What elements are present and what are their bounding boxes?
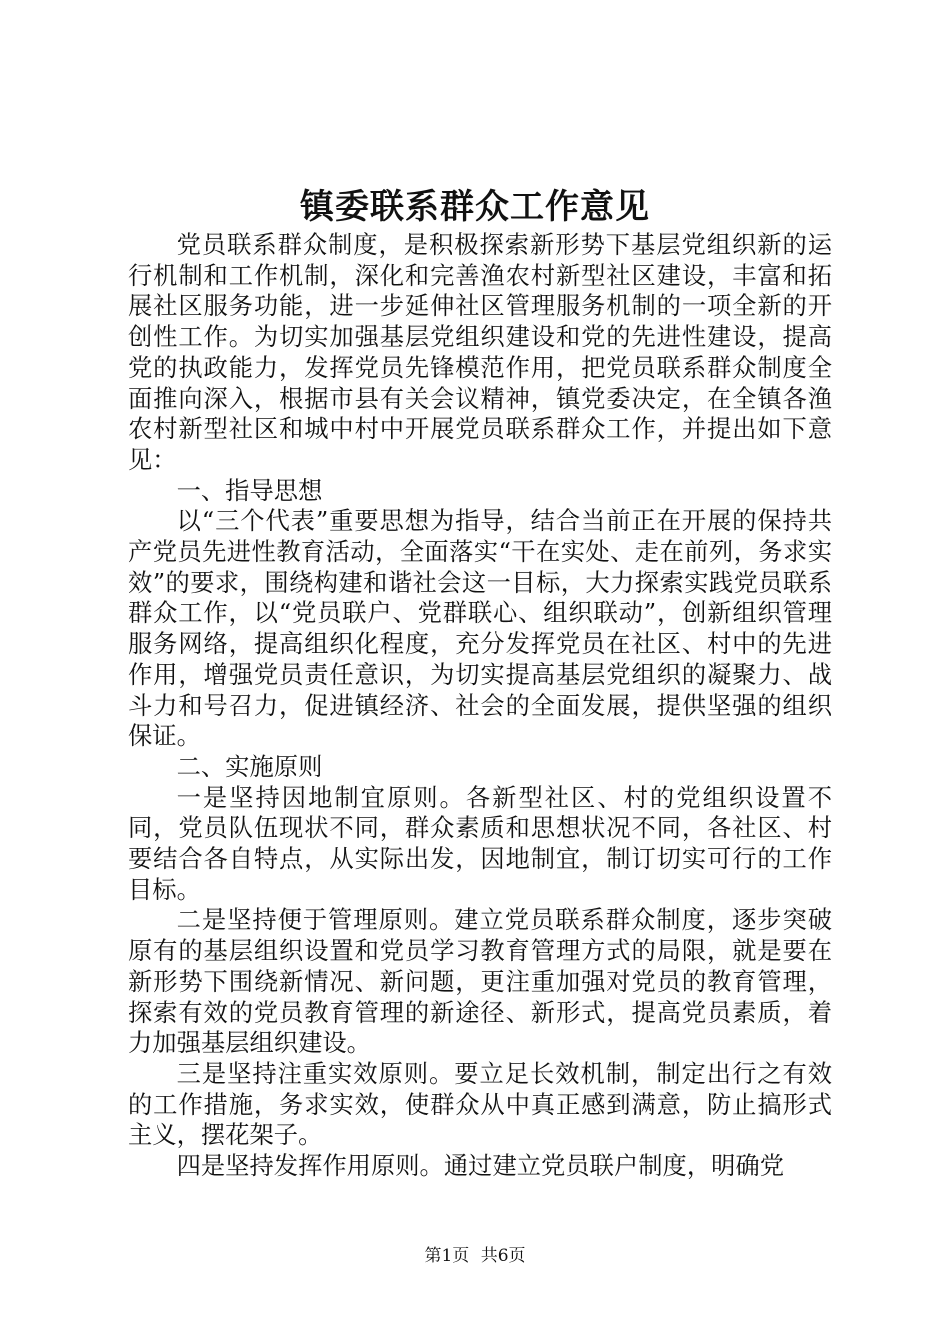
section-heading-principles: 二、实施原则 <box>176 751 323 781</box>
page-number: 第1页 <box>424 1246 470 1266</box>
document-title: 镇委联系群众工作意见 <box>300 187 650 227</box>
principle-paragraph: 二是坚持便于管理原则。建立党员联系群众制度，逐步突破原有的基层组织设置和党员学习教育管理方式的局限，就是要在新形势下围绕新情况、新问题，更注重加强对党员的教育管理，探索有效的党员教育管理的新途径、新形式，提高党员素质，着力加强基层组织建设。 <box>128 905 832 1058</box>
section-heading-guiding-ideology: 一、指导思想 <box>176 475 323 505</box>
intro-paragraph: 党员联系群众制度，是积极探索新形势下基层党组织新的运行机制和工作机制，深化和完善渔农村新型社区建设，丰富和拓展社区服务功能，进一步延伸社区管理服务机制的一项全新的开创性工作。为切实加强基层党组织建设和党的先进性建设，提高党的执政能力，发挥党员先锋模范作用，把党员联系群众制度全面推向深入，根据市县有关会议精神，镇党委决定，在全镇各渔农村新型社区和城中村中开展党员联系群众工作，并提出如下意见： <box>128 230 832 474</box>
guiding-ideology-paragraph: 以“三个代表”重要思想为指导，结合当前正在开展的保持共产党员先进性教育活动，全面落实“干在实处、走在前列，务求实效”的要求，围绕构建和谐社会这一目标，大力探索实践党员联系群众工作，以“党员联户、党群联心、组织联动”，创新组织管理服务网络，提高组织化程度，充分发挥党员在社区、村中的先进作用，增强党员责任意识，为切实提高基层党组织的凝聚力、战斗力和号召力，促进镇经济、社会的全面发展，提供坚强的组织保证。 <box>128 506 832 751</box>
page-footer <box>0 1244 950 1268</box>
principle-paragraph: 三是坚持注重实效原则。要立足长效机制，制定出行之有效的工作措施，务求实效，使群众从中真正感到满意，防止搞形式主义，摆花架子。 <box>128 1058 832 1150</box>
document-body <box>128 230 832 1182</box>
page-total: 共6页 <box>480 1246 526 1266</box>
principle-paragraph: 四是坚持发挥作用原则。通过建立党员联户制度，明确党 <box>176 1151 785 1181</box>
principle-paragraph: 一是坚持因地制宜原则。各新型社区、村的党组织设置不同，党员队伍现状不同，群众素质和思想状况不同，各社区、村要结合各自特点，从实际出发，因地制宜，制订切实可行的工作目标。 <box>128 782 832 904</box>
